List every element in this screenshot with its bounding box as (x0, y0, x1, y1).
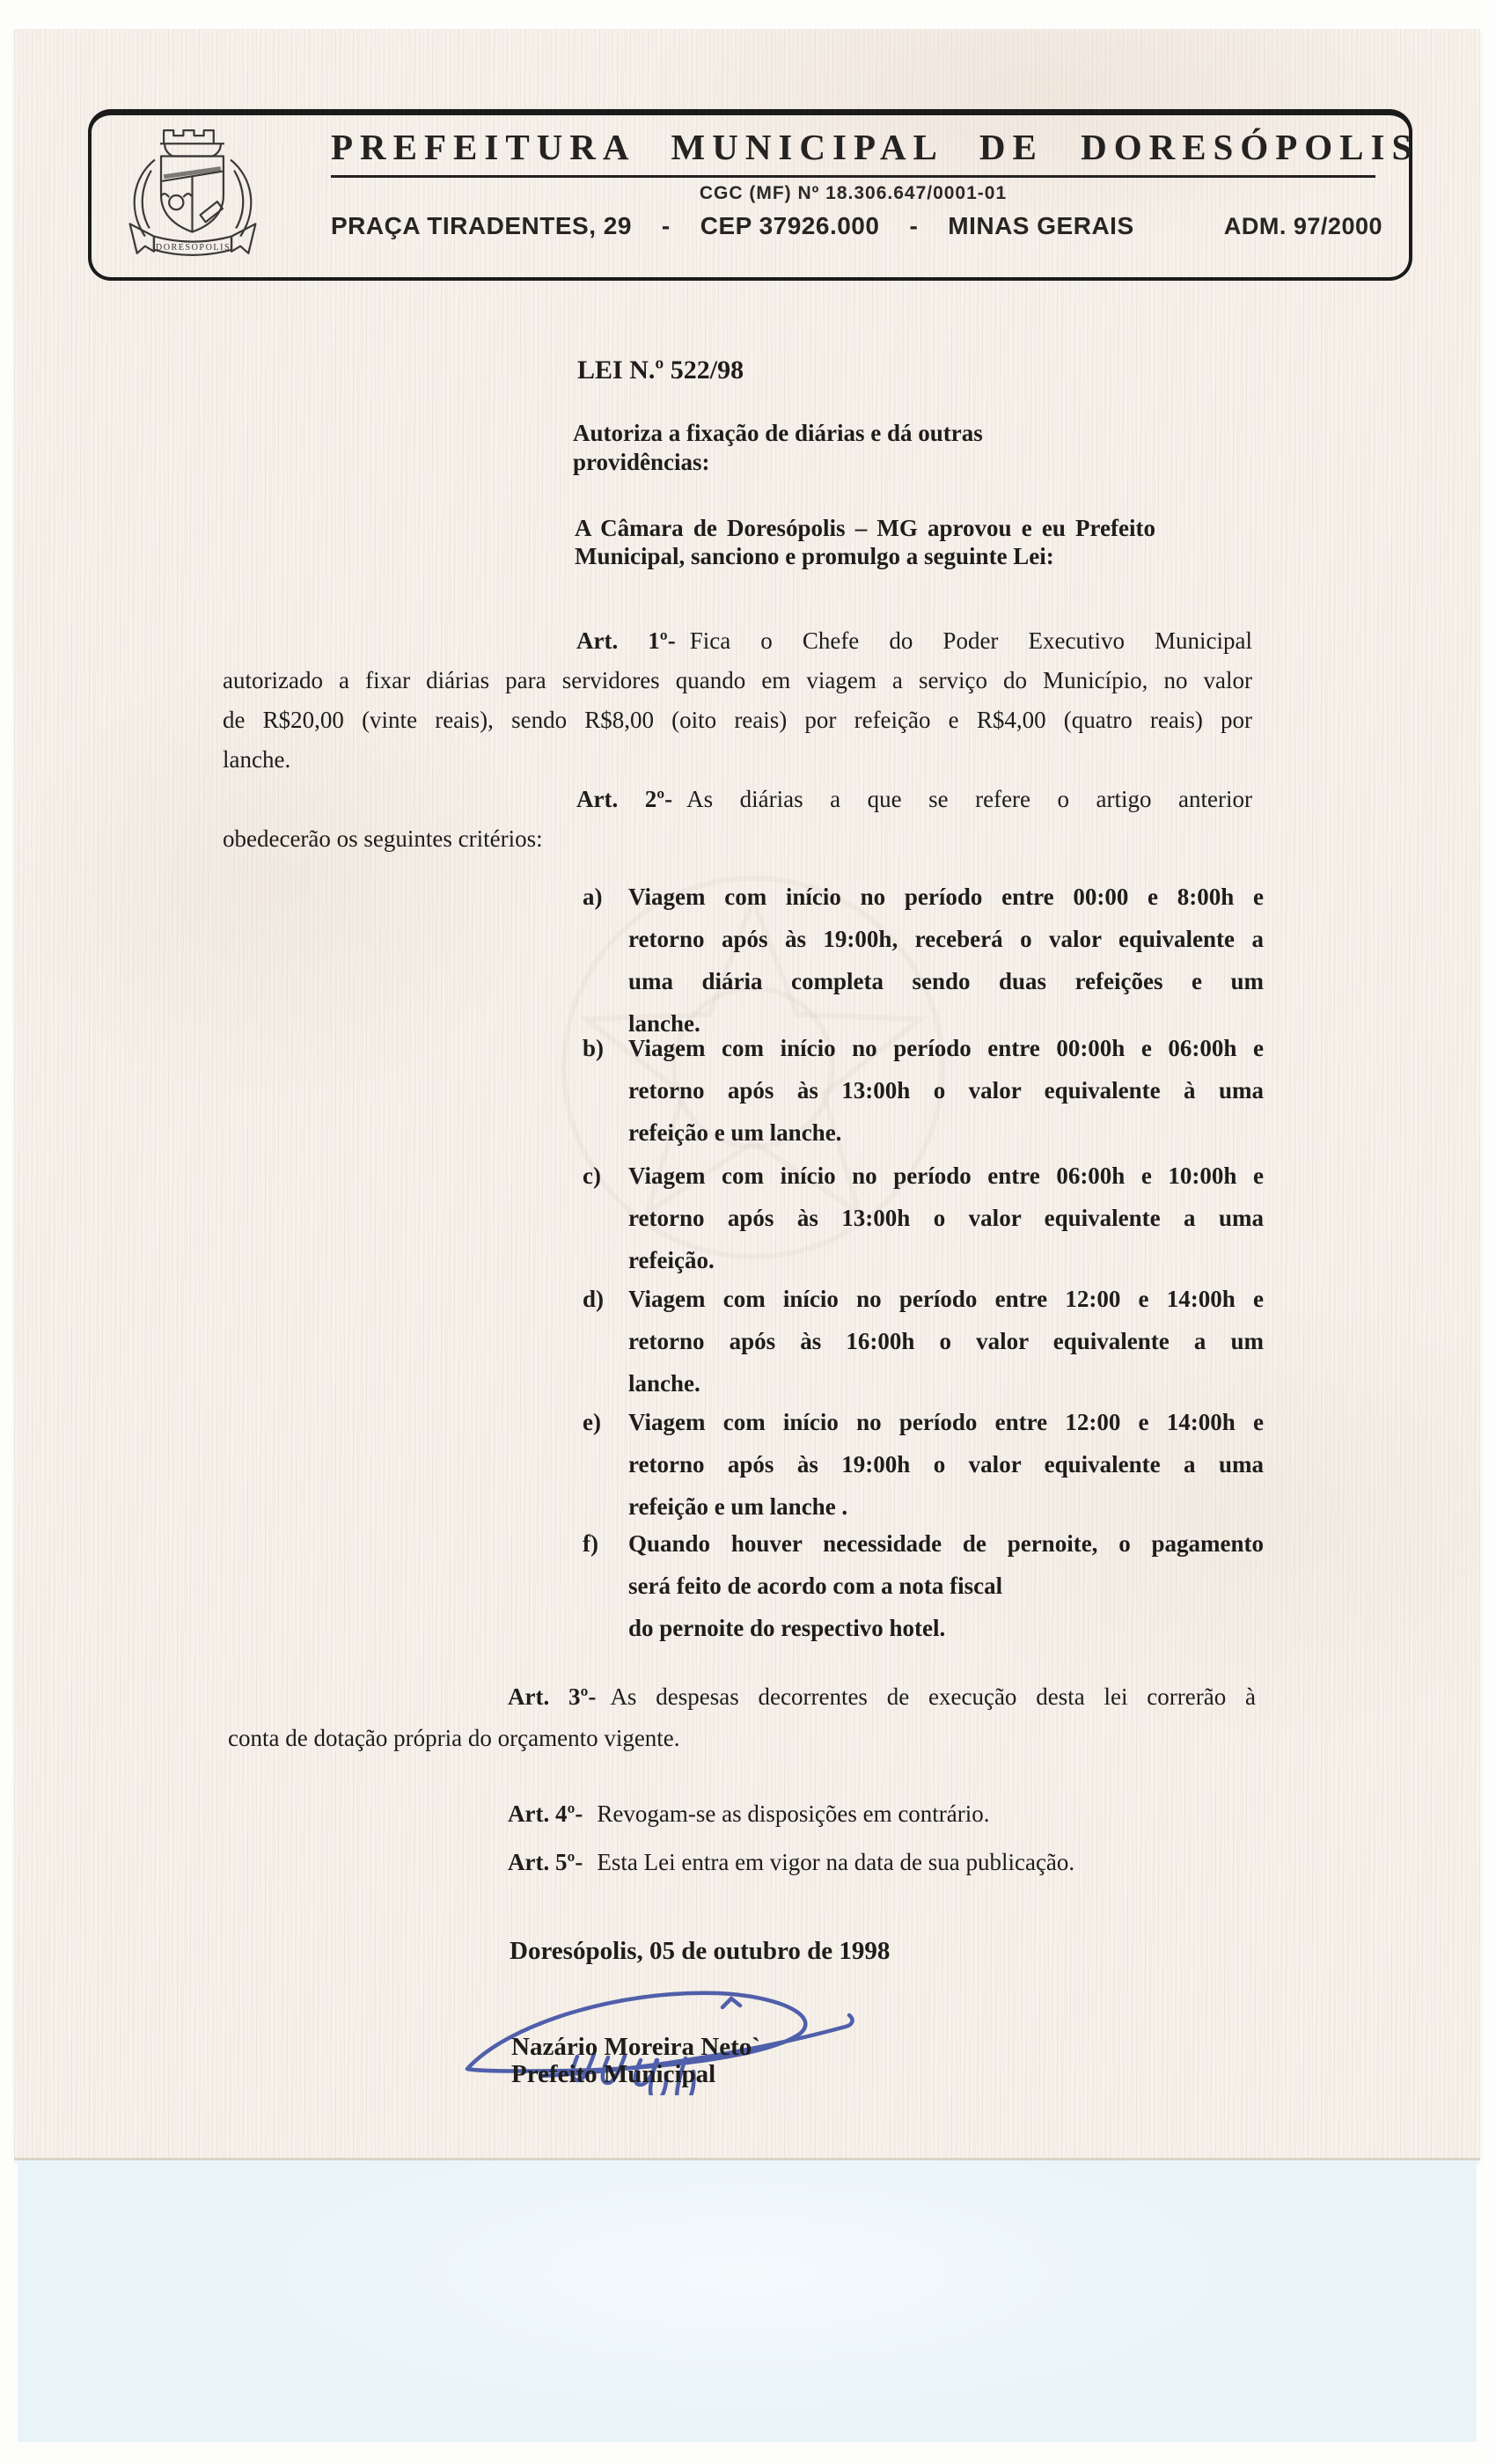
article-text: Fica o Chefe do Poder Executivo Municipal (689, 627, 1252, 654)
law-number: LEI N.º 522/98 (577, 356, 744, 385)
cgc-line: CGC (MF) Nº 18.306.647/0001-01 (699, 183, 1008, 203)
criterion-text: será feito de acordo com a nota fiscal (628, 1573, 1003, 1599)
criterion-text: refeição. (628, 1247, 715, 1273)
criterion-d (583, 1278, 1264, 1404)
criterion-e (583, 1401, 1264, 1528)
criterion-text: uma diária completa sendo duas refeições e um (628, 968, 1264, 994)
address-cep: CEP 37926.000 (700, 212, 880, 239)
article-4 (508, 1799, 990, 1829)
crest-log (201, 202, 223, 222)
municipal-crest-icon (114, 124, 271, 267)
separator-dash: - (661, 212, 671, 239)
criterion-text: do pernoite do respectivo hotel. (628, 1615, 946, 1641)
article-text: Revogam-se as disposições em contrário. (597, 1800, 990, 1827)
backing-sheet (18, 2160, 1477, 2442)
criterion-text: refeição e um lanche . (628, 1493, 848, 1520)
criterion-text: retorno após às 13:00h o valor equivalente a uma (628, 1205, 1264, 1231)
crest-ribbon-left (130, 224, 154, 253)
article-label: Art. 3º- (508, 1683, 597, 1710)
criterion-text: lanche. (628, 1010, 700, 1037)
criterion-c (583, 1155, 1264, 1281)
crest-banner-text: DORESOPOLIS (155, 242, 231, 253)
separator-dash: - (909, 212, 919, 239)
article-text: conta de dotação própria do orçamento vigente. (228, 1725, 680, 1751)
criterion-b (583, 1027, 1264, 1154)
criterion-letter: b) (583, 1035, 605, 1061)
signature-hat-mark (722, 1998, 740, 2007)
criterion-letter: e) (583, 1409, 601, 1435)
org-name: PREFEITURA MUNICIPAL DE DORESÓPOLIS (331, 127, 1375, 178)
article-label: Art. 5º- (508, 1849, 583, 1875)
article-label: Art. 4º- (508, 1800, 583, 1827)
article-text: Esta Lei entra em vigor na data de sua publicação. (597, 1849, 1075, 1875)
law-preamble (575, 514, 1155, 570)
article-1 (223, 621, 1252, 780)
criterion-a (583, 876, 1264, 1045)
crest-bull-head (169, 195, 183, 209)
law-subject (573, 419, 983, 477)
article-text: As despesas decorrentes de execução desta lei correrão à (610, 1683, 1256, 1710)
criterion-text: Viagem com início no período entre 06:00h e 10:00h e (628, 1162, 1264, 1189)
paper-sheet (14, 29, 1480, 2160)
article-5 (508, 1847, 1074, 1877)
criterion-text: retorno após às 16:00h o valor equivalente a um (628, 1328, 1264, 1354)
article-text: autorizado a fixar diárias para servidores quando em viagem a serviço do Município, no valor (223, 667, 1252, 693)
criterion-letter: a) (583, 884, 603, 910)
signer-name: Nazário Moreira Neto` (511, 2033, 760, 2061)
criterion-text: refeição e um lanche. (628, 1119, 842, 1146)
criterion-text: retorno após às 19:00h o valor equivalente a uma (628, 1451, 1264, 1478)
address-street: PRAÇA TIRADENTES, 29 (331, 212, 632, 239)
signer-title: Prefeito Municipal (511, 2060, 716, 2088)
criterion-text: retorno após às 19:00h, receberá o valor equivalente a (628, 926, 1264, 952)
criterion-text: lanche. (628, 1370, 700, 1397)
crest-branch-right (231, 160, 251, 237)
article-text: obedecerão os seguintes critérios: (223, 825, 543, 852)
dateline: Doresópolis, 05 de outubro de 1998 (510, 1937, 891, 1965)
law-subject-line: Autoriza a fixação de diárias e dá outras (573, 420, 983, 446)
criterion-letter: f) (583, 1530, 598, 1557)
address-state: MINAS GERAIS (948, 212, 1134, 239)
letterhead-box (88, 109, 1419, 281)
crest-ribbon-right (231, 224, 255, 253)
address-line (331, 212, 1382, 240)
criterion-text: Quando houver necessidade de pernoite, o pagamento (628, 1530, 1264, 1557)
criterion-text: Viagem com início no período entre 12:00 e 14:00h e (628, 1409, 1264, 1435)
criterion-f (583, 1522, 1264, 1649)
signature-block (511, 2034, 760, 2088)
law-subject-line: providências: (573, 449, 710, 475)
criterion-letter: d) (583, 1286, 605, 1312)
article-text: lanche. (223, 746, 291, 773)
article-label: Art. 1º- (576, 627, 676, 654)
adm-label: ADM. 97/2000 (1223, 212, 1382, 239)
article-label: Art. 2º- (576, 786, 673, 812)
article-text: de R$20,00 (vinte reais), sendo R$8,00 (oito reais) por refeição e R$4,00 (quatro reais) por (223, 707, 1252, 733)
article-2 (223, 780, 1252, 859)
criterion-text: retorno após às 13:00h o valor equivalente à uma (628, 1077, 1264, 1104)
law-preamble-line: A Câmara de Doresópolis – MG aprovou e eu Prefeito (575, 515, 1155, 541)
criterion-text: Viagem com início no período entre 00:00h e 06:00h e (628, 1035, 1264, 1061)
crest-crown (164, 130, 214, 143)
criterion-text: Viagem com início no período entre 00:00 e 8:00h e (628, 884, 1264, 910)
law-preamble-line: Municipal, sanciono e promulgo a seguinte Lei: (575, 543, 1054, 569)
article-text: As diárias a que se refere o artigo anterior (686, 786, 1252, 812)
criterion-text: Viagem com início no período entre 12:00 e 14:00h e (628, 1286, 1264, 1312)
criterion-letter: c) (583, 1162, 601, 1189)
crest-branch-left (135, 160, 155, 237)
article-3 (228, 1676, 1256, 1759)
